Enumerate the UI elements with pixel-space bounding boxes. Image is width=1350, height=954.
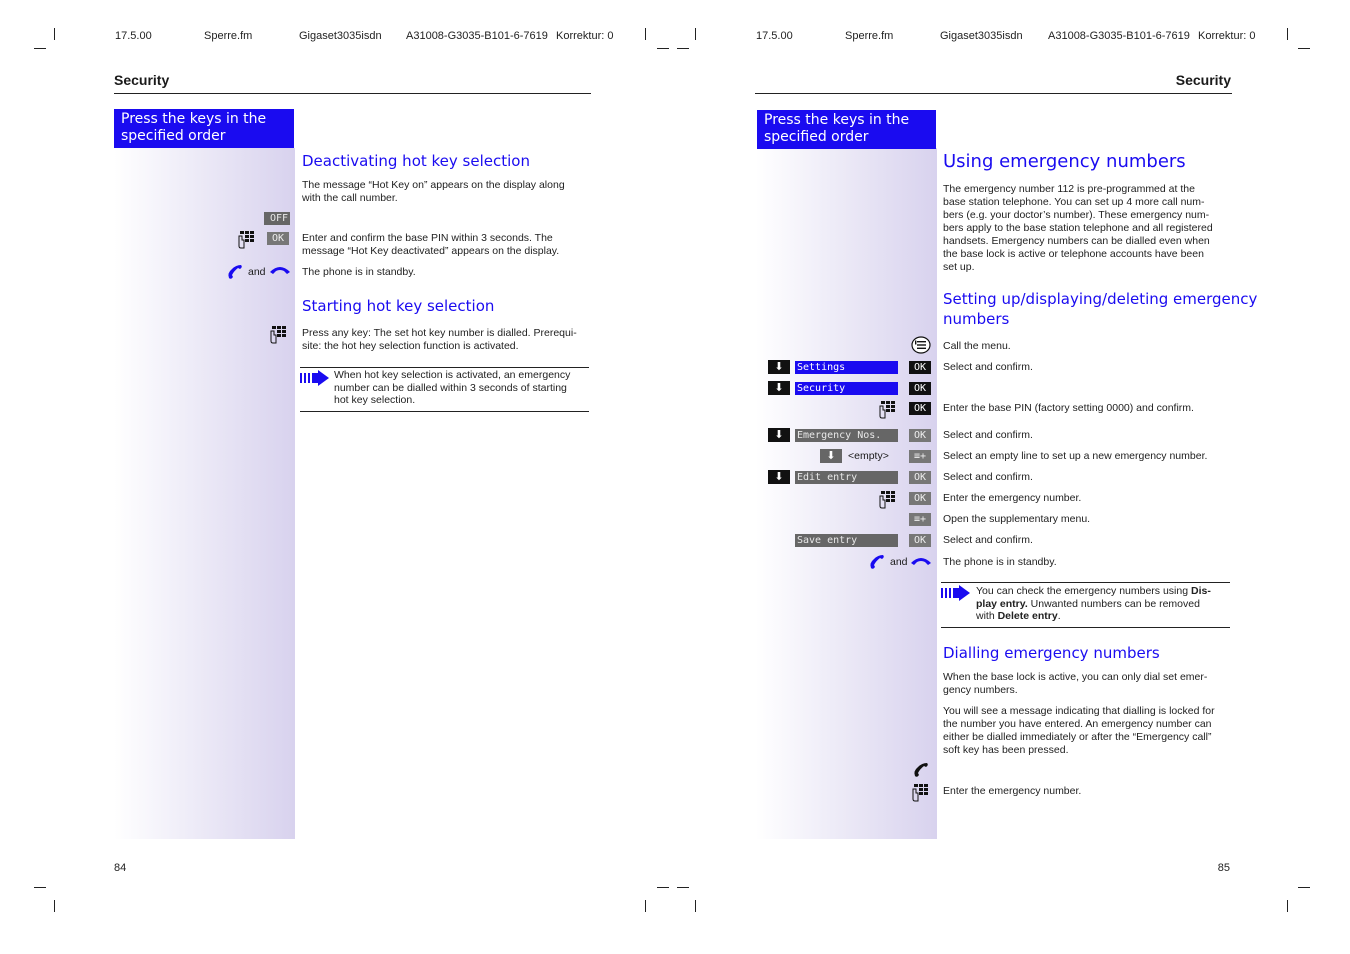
text-line: the base lock is active or telephone accounts have been	[943, 248, 1204, 260]
text-line	[976, 585, 1211, 598]
text-line: handsets. Emergency numbers can be dialled even when	[943, 235, 1210, 247]
down-arrow-key-icon: ⬇	[768, 381, 790, 395]
bold-term: Delete entry	[997, 610, 1058, 622]
page-number: 84	[114, 862, 127, 874]
note-text	[976, 585, 1211, 623]
step-text: Enter the base PIN (factory setting 0000) and confirm.	[943, 402, 1194, 414]
note-text	[334, 369, 570, 407]
note-arrow-icon	[941, 585, 971, 601]
menu-item-security: Security	[795, 382, 898, 395]
text-line	[976, 598, 1211, 611]
bold-term: Dis-	[1191, 585, 1211, 597]
step-text: Enter the emergency number.	[943, 492, 1082, 504]
crop-mark	[54, 900, 55, 912]
down-arrow-key-icon: ⬇	[768, 470, 790, 484]
standby-text: The phone is in standby.	[943, 556, 1057, 568]
header-product: Gigaset3035isdn	[940, 30, 1023, 42]
text-line: The message “Hot Key on” appears on the display along	[302, 179, 565, 191]
paragraph	[943, 183, 1213, 274]
crop-mark	[677, 887, 689, 888]
instruction-box	[757, 110, 936, 149]
heading-dialling: Dialling emergency numbers	[943, 644, 1160, 662]
header-date: 17.5.00	[115, 30, 152, 42]
text-line: either be dialled immediately or after the “Emergency call”	[943, 731, 1212, 743]
paragraph	[302, 232, 559, 258]
heading-line: numbers	[943, 310, 1010, 328]
text-line: When hot key selection is activated, an emergency	[334, 369, 571, 381]
text-line: base station telephone. You can set up 4 more call num-	[943, 196, 1205, 208]
header-file: Sperre.fm	[204, 30, 253, 42]
header-correction: Korrektur: 0	[1198, 30, 1256, 42]
menu-item-edit-entry: Edit entry	[795, 471, 898, 484]
text-line: soft key has been pressed.	[943, 744, 1069, 756]
header-product: Gigaset3035isdn	[299, 30, 382, 42]
crop-mark	[657, 48, 669, 49]
keypad-icon	[877, 490, 897, 509]
header-date: 17.5.00	[756, 30, 793, 42]
menu-item-emergency-nos: Emergency Nos.	[795, 429, 898, 442]
step-text: Select and confirm.	[943, 361, 1033, 373]
header-rule	[755, 93, 1232, 94]
handset-hangup-icon	[910, 555, 932, 567]
text-line: hot key selection.	[334, 394, 416, 406]
paragraph	[302, 179, 565, 205]
and-label: and	[890, 556, 908, 568]
text-line: number can be dialled within 3 seconds of starting	[334, 381, 567, 394]
keypad-icon	[877, 400, 897, 419]
instruction-line: Press the keys in the	[764, 112, 910, 128]
crop-mark	[1298, 48, 1310, 49]
text-line: the number you have entered. An emergency number can	[943, 718, 1212, 730]
note-box	[941, 582, 1230, 628]
note-box	[300, 367, 589, 412]
text-run: You can check the emergency numbers using	[976, 585, 1191, 597]
ok-key: OK	[909, 471, 931, 484]
off-display: OFF	[264, 212, 290, 225]
crop-mark	[34, 48, 46, 49]
step-text: Open the supplementary menu.	[943, 513, 1091, 525]
header-doc-code: A31008-G3035-B101-6-7619	[1048, 30, 1190, 42]
crop-mark	[657, 887, 669, 888]
crop-mark	[1298, 887, 1310, 888]
crop-mark	[677, 48, 689, 49]
text-line: set up.	[943, 261, 975, 273]
page-number: 85	[1217, 862, 1230, 874]
step-text: Select and confirm.	[943, 471, 1033, 483]
crop-mark	[645, 28, 646, 40]
heading-starting: Starting hot key selection	[302, 297, 495, 315]
text-line: Enter and confirm the base PIN within 3 seconds. The	[302, 232, 553, 244]
ok-key: OK	[909, 361, 931, 374]
menu-item-save-entry: Save entry	[795, 534, 898, 547]
header-correction: Korrektur: 0	[556, 30, 614, 42]
crop-mark	[1287, 28, 1288, 40]
instruction-line: specified order	[121, 128, 226, 144]
down-arrow-key-icon: ⬇	[820, 449, 842, 463]
text-line: site: the hot hey selection function is activated.	[302, 340, 519, 352]
text-line: with the call number.	[302, 192, 398, 204]
empty-line-label: <empty>	[848, 450, 889, 462]
text-run: .	[1057, 610, 1061, 622]
text-line: The emergency number 112 is pre-programmed at the	[943, 183, 1195, 195]
supplementary-menu-key: ≡+	[909, 450, 931, 463]
heading-using: Using emergency numbers	[943, 151, 1186, 172]
header-doc-code: A31008-G3035-B101-6-7619	[406, 30, 548, 42]
text-line: bers apply to the base station telephone and all registered	[943, 222, 1213, 234]
and-label: and	[248, 266, 266, 278]
ok-key: OK	[909, 534, 931, 547]
menu-item-settings: Settings	[795, 361, 898, 374]
step-text: Select an empty line to set up a new emergency number.	[943, 450, 1208, 462]
text-line: message “Hot Key deactivated” appears on the display.	[302, 245, 560, 257]
section-title: Security	[114, 72, 170, 88]
ok-key: OK	[909, 492, 931, 505]
heading-line: Setting up/displaying/deleting emergency	[943, 290, 1258, 308]
heading-setting	[943, 289, 1257, 329]
ok-key: OK	[909, 402, 931, 415]
crop-mark	[1287, 900, 1288, 912]
text-line: You will see a message indicating that dialling is locked for	[943, 705, 1215, 717]
heading-deactivating: Deactivating hot key selection	[302, 152, 530, 170]
crop-mark	[645, 900, 646, 912]
instruction-box	[114, 109, 294, 148]
text-line	[976, 610, 1211, 623]
paragraph	[943, 705, 1215, 757]
header-rule	[114, 93, 591, 94]
crop-mark	[695, 28, 696, 40]
note-arrow-icon	[300, 370, 330, 386]
keypad-icon	[910, 783, 930, 802]
standby-text: The phone is in standby.	[302, 266, 416, 278]
instruction-line: specified order	[764, 129, 869, 145]
text-run: with	[976, 610, 998, 622]
bold-term: play entry.	[976, 597, 1028, 610]
keypad-icon	[236, 230, 256, 249]
menu-key-icon	[911, 336, 931, 354]
ok-key: OK	[909, 382, 931, 395]
crop-mark	[34, 887, 46, 888]
text-run: Unwanted numbers can be removed	[1027, 597, 1200, 610]
keypad-icon	[268, 325, 288, 344]
step-text: Enter the emergency number.	[943, 785, 1082, 797]
sidebar-column	[114, 148, 295, 839]
text-line: bers (e.g. your doctor’s number). These emergency num-	[943, 209, 1210, 221]
step-text: Call the menu.	[943, 340, 1011, 352]
handset-lift-icon	[868, 553, 886, 571]
step-text: Select and confirm.	[943, 429, 1033, 441]
ok-key: OK	[267, 232, 289, 245]
paragraph	[943, 671, 1207, 697]
paragraph	[302, 327, 577, 353]
ok-key: OK	[909, 429, 931, 442]
text-line: Press any key: The set hot key number is dialled. Prerequi-	[302, 327, 577, 339]
section-title: Security	[1175, 72, 1231, 88]
handset-hangup-icon	[269, 264, 291, 276]
supplementary-menu-key: ≡+	[909, 513, 931, 526]
down-arrow-key-icon: ⬇	[768, 360, 790, 374]
header-file: Sperre.fm	[845, 30, 894, 42]
crop-mark	[54, 28, 55, 40]
handset-lift-icon	[912, 761, 930, 779]
down-arrow-key-icon: ⬇	[768, 428, 790, 442]
handset-lift-icon	[226, 263, 244, 281]
instruction-line: Press the keys in the	[121, 111, 267, 127]
crop-mark	[695, 900, 696, 912]
text-line: When the base lock is active, you can only dial set emer-	[943, 671, 1208, 683]
text-line: gency numbers.	[943, 684, 1018, 696]
step-text: Select and confirm.	[943, 534, 1033, 546]
